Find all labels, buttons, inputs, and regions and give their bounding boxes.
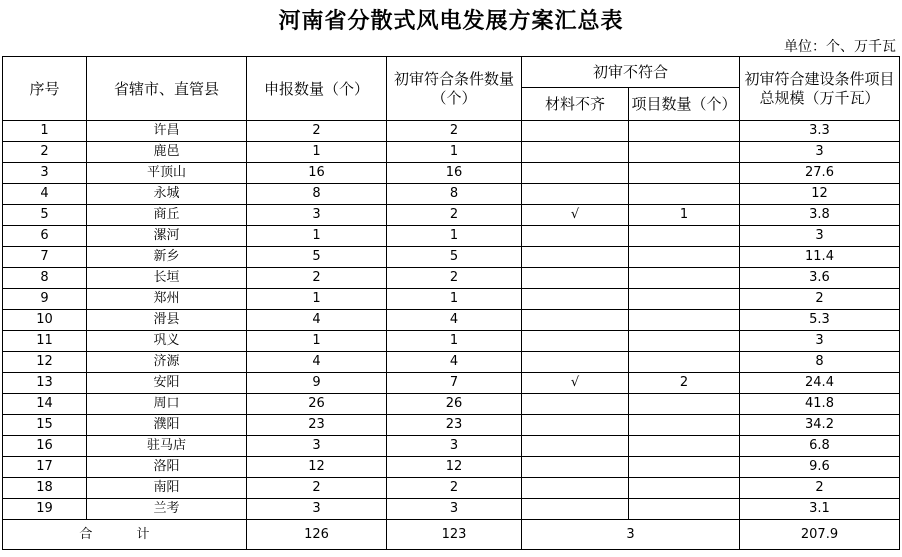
cell-qualified: 1 <box>387 142 522 163</box>
cell-project-count <box>629 436 740 457</box>
header-region: 省辖市、直管县 <box>87 57 247 121</box>
cell-qualified: 5 <box>387 247 522 268</box>
cell-declared: 1 <box>247 226 387 247</box>
cell-declared: 8 <box>247 184 387 205</box>
cell-qualified: 26 <box>387 394 522 415</box>
cell-seq: 9 <box>3 289 87 310</box>
cell-materials <box>522 436 629 457</box>
cell-scale: 2 <box>740 289 900 310</box>
cell-project-count <box>629 289 740 310</box>
cell-qualified: 7 <box>387 373 522 394</box>
cell-materials <box>522 499 629 520</box>
table-row <box>3 205 900 226</box>
cell-qualified: 4 <box>387 352 522 373</box>
cell-seq: 13 <box>3 373 87 394</box>
cell-seq: 6 <box>3 226 87 247</box>
table-row <box>3 478 900 499</box>
cell-qualified: 23 <box>387 415 522 436</box>
unit-label: 单位：个、万千瓦 <box>784 39 896 55</box>
cell-region: 周口 <box>87 394 247 415</box>
cell-seq: 17 <box>3 457 87 478</box>
cell-region: 安阳 <box>87 373 247 394</box>
cell-materials: √ <box>522 205 629 226</box>
cell-declared: 1 <box>247 289 387 310</box>
cell-project-count <box>629 457 740 478</box>
cell-seq: 1 <box>3 121 87 142</box>
cell-materials <box>522 352 629 373</box>
cell-declared: 2 <box>247 268 387 289</box>
cell-seq: 16 <box>3 436 87 457</box>
cell-seq: 12 <box>3 352 87 373</box>
header-declared: 申报数量（个） <box>247 57 387 121</box>
cell-qualified: 2 <box>387 268 522 289</box>
cell-declared: 2 <box>247 121 387 142</box>
cell-materials <box>522 121 629 142</box>
cell-region: 驻马店 <box>87 436 247 457</box>
cell-declared: 16 <box>247 163 387 184</box>
cell-project-count <box>629 310 740 331</box>
table-row <box>3 352 900 373</box>
cell-materials <box>522 226 629 247</box>
cell-materials <box>522 331 629 352</box>
cell-project-count <box>629 142 740 163</box>
cell-declared: 12 <box>247 457 387 478</box>
cell-materials <box>522 247 629 268</box>
header-seq: 序号 <box>3 57 87 121</box>
table-row <box>3 394 900 415</box>
table-row <box>3 184 900 205</box>
summary-table <box>2 56 900 550</box>
cell-materials <box>522 268 629 289</box>
table-row <box>3 226 900 247</box>
cell-scale: 41.8 <box>740 394 900 415</box>
cell-project-count <box>629 499 740 520</box>
total-scale: 207.9 <box>740 520 900 550</box>
cell-declared: 5 <box>247 247 387 268</box>
total-label: 合 计 <box>3 520 247 550</box>
total-declared: 126 <box>247 520 387 550</box>
table-row <box>3 415 900 436</box>
cell-declared: 3 <box>247 499 387 520</box>
cell-materials <box>522 457 629 478</box>
cell-qualified: 8 <box>387 184 522 205</box>
cell-region: 郑州 <box>87 289 247 310</box>
cell-materials <box>522 163 629 184</box>
table-row <box>3 436 900 457</box>
cell-declared: 3 <box>247 436 387 457</box>
cell-materials <box>522 184 629 205</box>
cell-scale: 3 <box>740 142 900 163</box>
table-row <box>3 310 900 331</box>
cell-seq: 14 <box>3 394 87 415</box>
header-qualified: 初审符合条件数量（个） <box>387 57 522 121</box>
cell-project-count <box>629 184 740 205</box>
cell-seq: 2 <box>3 142 87 163</box>
cell-scale: 3.3 <box>740 121 900 142</box>
cell-scale: 8 <box>740 352 900 373</box>
cell-scale: 3 <box>740 226 900 247</box>
cell-project-count <box>629 247 740 268</box>
cell-seq: 11 <box>3 331 87 352</box>
table-row <box>3 373 900 394</box>
cell-region: 鹿邑 <box>87 142 247 163</box>
cell-region: 漯河 <box>87 226 247 247</box>
cell-project-count <box>629 415 740 436</box>
cell-region: 洛阳 <box>87 457 247 478</box>
table-row <box>3 163 900 184</box>
header-project-count: 项目数量（个） <box>629 88 740 121</box>
cell-project-count <box>629 478 740 499</box>
cell-region: 巩义 <box>87 331 247 352</box>
cell-materials <box>522 415 629 436</box>
cell-qualified: 3 <box>387 436 522 457</box>
cell-scale: 2 <box>740 478 900 499</box>
cell-seq: 7 <box>3 247 87 268</box>
cell-declared: 2 <box>247 478 387 499</box>
cell-scale: 3 <box>740 331 900 352</box>
cell-project-count <box>629 331 740 352</box>
cell-region: 商丘 <box>87 205 247 226</box>
cell-seq: 3 <box>3 163 87 184</box>
cell-declared: 1 <box>247 331 387 352</box>
table-row <box>3 499 900 520</box>
cell-project-count <box>629 121 740 142</box>
cell-region: 滑县 <box>87 310 247 331</box>
cell-scale: 5.3 <box>740 310 900 331</box>
cell-scale: 27.6 <box>740 163 900 184</box>
cell-seq: 19 <box>3 499 87 520</box>
cell-project-count <box>629 268 740 289</box>
cell-declared: 1 <box>247 142 387 163</box>
cell-region: 兰考 <box>87 499 247 520</box>
cell-scale: 34.2 <box>740 415 900 436</box>
cell-qualified: 1 <box>387 226 522 247</box>
cell-materials <box>522 289 629 310</box>
cell-qualified: 1 <box>387 289 522 310</box>
cell-declared: 26 <box>247 394 387 415</box>
table-body <box>3 121 900 520</box>
cell-project-count <box>629 163 740 184</box>
table-row <box>3 142 900 163</box>
cell-qualified: 1 <box>387 331 522 352</box>
cell-qualified: 2 <box>387 121 522 142</box>
cell-project-count <box>629 394 740 415</box>
cell-scale: 3.8 <box>740 205 900 226</box>
table-row <box>3 331 900 352</box>
total-unqualified: 3 <box>522 520 740 550</box>
cell-project-count <box>629 226 740 247</box>
cell-qualified: 12 <box>387 457 522 478</box>
cell-qualified: 2 <box>387 478 522 499</box>
table-row <box>3 457 900 478</box>
table-row <box>3 121 900 142</box>
cell-seq: 5 <box>3 205 87 226</box>
cell-project-count: 1 <box>629 205 740 226</box>
cell-declared: 4 <box>247 310 387 331</box>
cell-seq: 15 <box>3 415 87 436</box>
cell-materials: √ <box>522 373 629 394</box>
cell-project-count: 2 <box>629 373 740 394</box>
cell-qualified: 4 <box>387 310 522 331</box>
cell-seq: 18 <box>3 478 87 499</box>
total-row <box>3 520 900 550</box>
cell-region: 新乡 <box>87 247 247 268</box>
cell-scale: 6.8 <box>740 436 900 457</box>
cell-seq: 10 <box>3 310 87 331</box>
cell-scale: 24.4 <box>740 373 900 394</box>
table-row <box>3 268 900 289</box>
cell-region: 永城 <box>87 184 247 205</box>
cell-region: 平顶山 <box>87 163 247 184</box>
cell-materials <box>522 310 629 331</box>
cell-seq: 8 <box>3 268 87 289</box>
cell-region: 许昌 <box>87 121 247 142</box>
cell-project-count <box>629 352 740 373</box>
cell-qualified: 3 <box>387 499 522 520</box>
cell-seq: 4 <box>3 184 87 205</box>
cell-qualified: 2 <box>387 205 522 226</box>
header-materials: 材料不齐 <box>522 88 629 121</box>
cell-scale: 12 <box>740 184 900 205</box>
cell-scale: 3.1 <box>740 499 900 520</box>
cell-region: 长垣 <box>87 268 247 289</box>
cell-region: 濮阳 <box>87 415 247 436</box>
cell-scale: 3.6 <box>740 268 900 289</box>
cell-region: 南阳 <box>87 478 247 499</box>
header-unqualified: 初审不符合 <box>522 57 740 88</box>
cell-materials <box>522 394 629 415</box>
cell-declared: 4 <box>247 352 387 373</box>
cell-materials <box>522 478 629 499</box>
cell-declared: 23 <box>247 415 387 436</box>
cell-region: 济源 <box>87 352 247 373</box>
total-qualified: 123 <box>387 520 522 550</box>
table-row <box>3 289 900 310</box>
cell-scale: 9.6 <box>740 457 900 478</box>
cell-declared: 3 <box>247 205 387 226</box>
cell-qualified: 16 <box>387 163 522 184</box>
cell-scale: 11.4 <box>740 247 900 268</box>
page-title: 河南省分散式风电发展方案汇总表 <box>278 9 624 34</box>
header-scale: 初审符合建设条件项目总规模（万千瓦） <box>740 57 900 121</box>
cell-declared: 9 <box>247 373 387 394</box>
table-row <box>3 247 900 268</box>
cell-materials <box>522 142 629 163</box>
